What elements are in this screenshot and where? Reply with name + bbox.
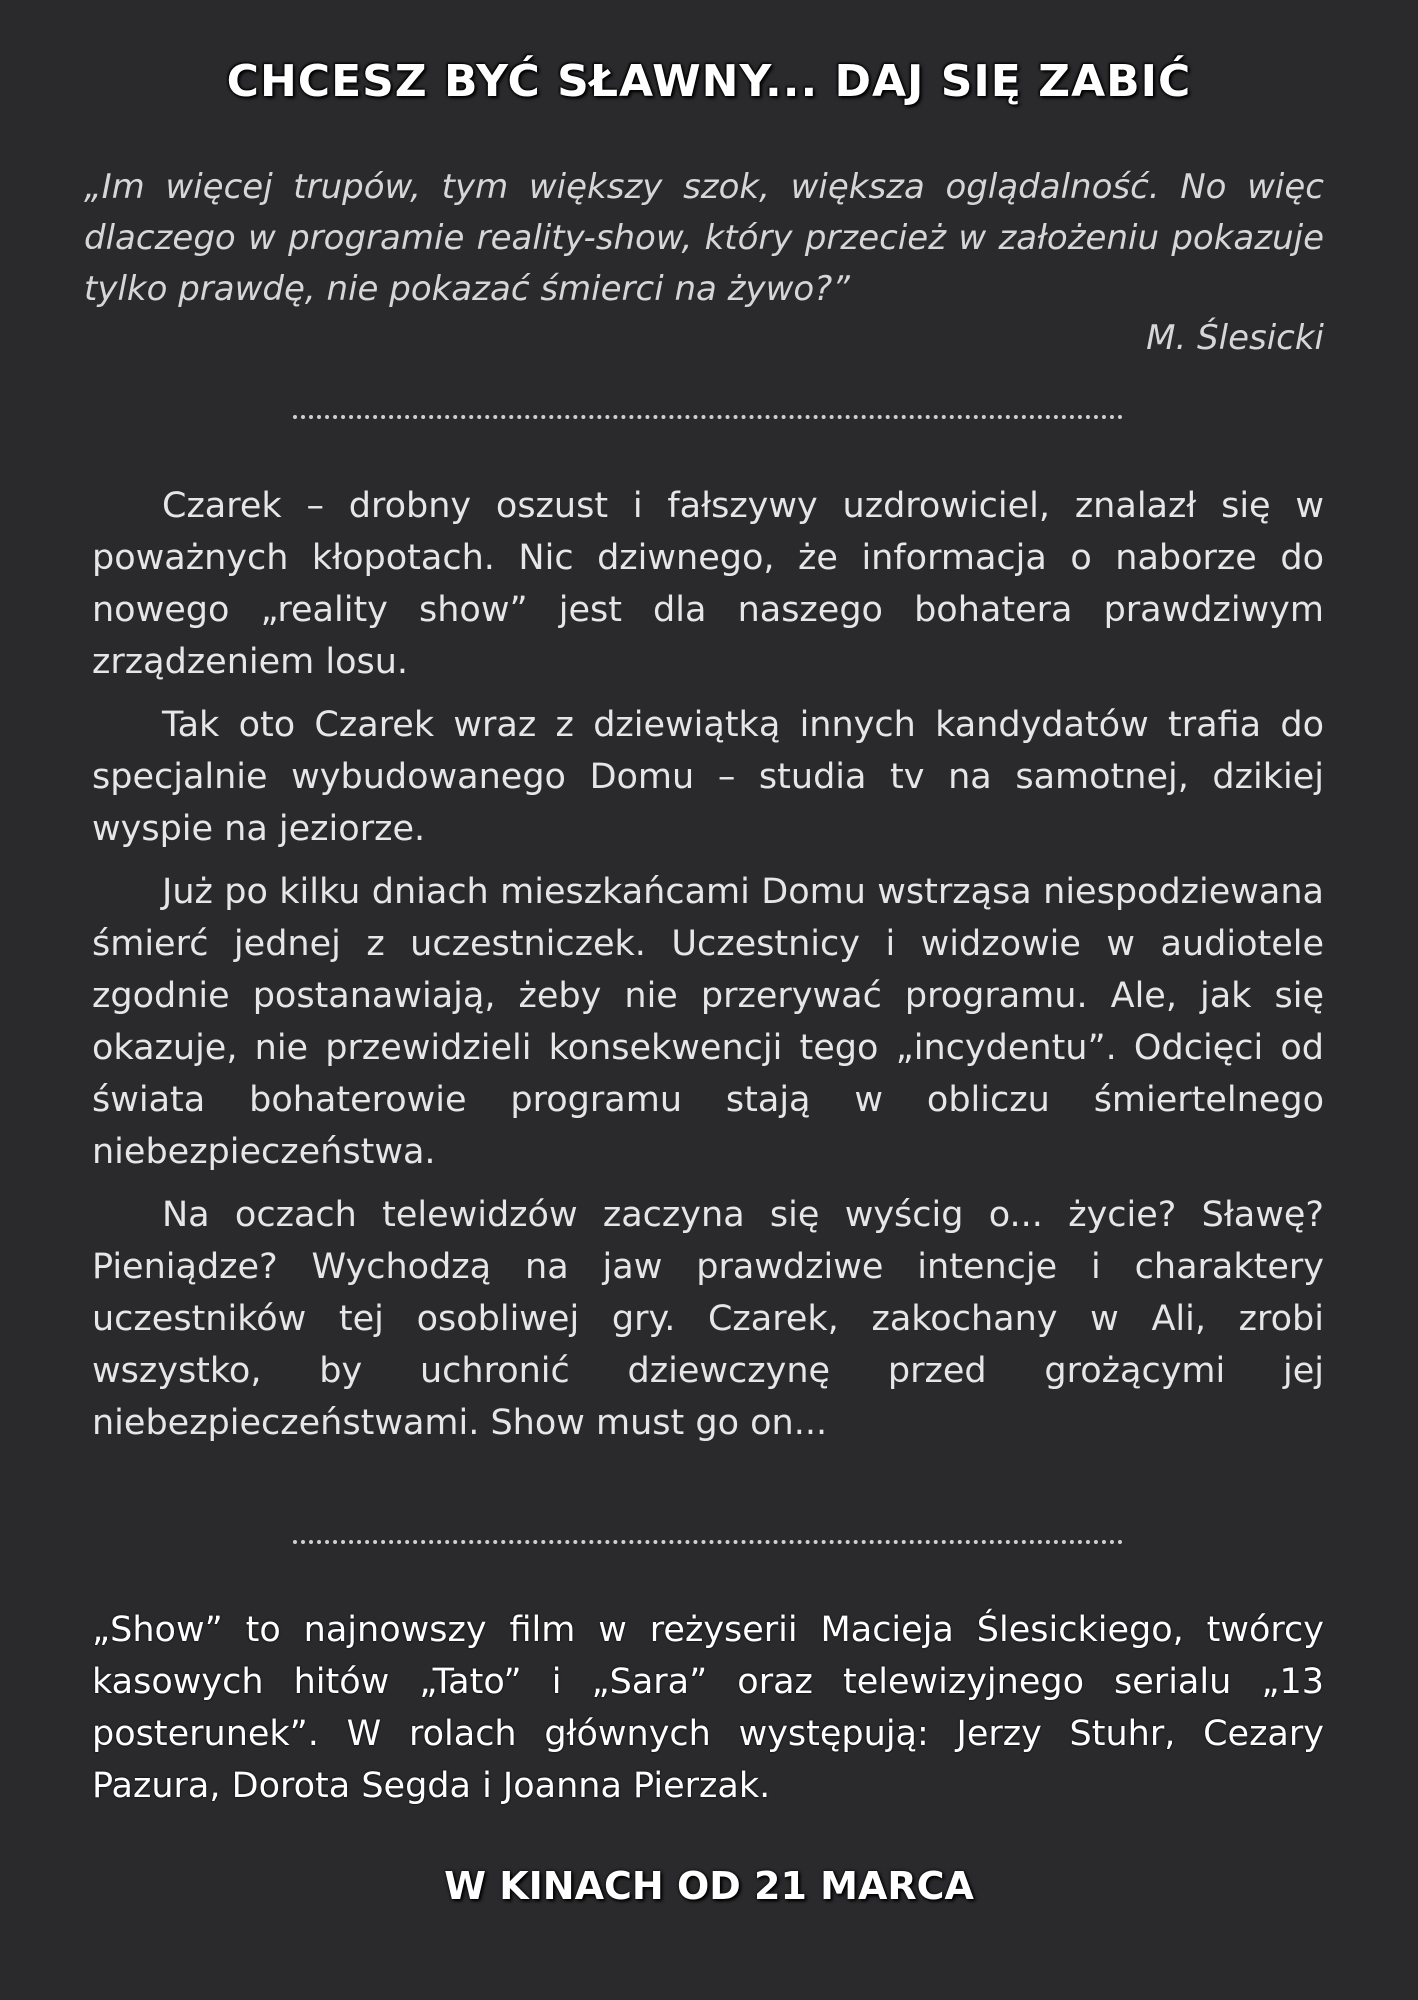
- synopsis-paragraph: Na oczach telewidzów zaczyna się wyścig o... życie? Sławę? Pieniądze? Wychodzą na jaw prawdziwe intencje i charaktery uczestników tej osobliwej gry. Czarek, zakochany w Ali, zrobi wszystko, by uchronić dziewczynę przed grożącymi jej niebezpieczeństwami. Show must go on...: [92, 1195, 1324, 1443]
- synopsis: [92, 480, 1324, 1460]
- quote-author: M. Ślesicki: [1146, 318, 1324, 358]
- quote-text: „Im więcej trupów, tym większy szok, większa oglądalność. No więc dlaczego w programie reality-show, który przecież w założeniu pokazuje tylko prawdę, nie pokazać śmierci na żywo?”: [84, 167, 1324, 309]
- synopsis-paragraph: Czarek – drobny oszust i fałszywy uzdrowiciel, znalazł się w poważnych kłopotach. Nic dziwnego, że informacja o naborze do nowego „reality show” jest dla naszego bohatera prawdziwym zrządzeniem losu.: [92, 486, 1324, 682]
- release-date: W KINACH OD 21 MARCA: [444, 1864, 974, 1908]
- synopsis-paragraph: Tak oto Czarek wraz z dziewiątką innych kandydatów trafia do specjalnie wybudowanego Domu – studia tv na samotnej, dzikiej wyspie na jeziorze.: [92, 705, 1324, 849]
- dotted-divider-bottom: [293, 1540, 1123, 1544]
- dotted-divider-top: [293, 415, 1123, 419]
- page-title: CHCESZ BYĆ SŁAWNY... DAJ SIĘ ZABIĆ: [226, 56, 1192, 107]
- synopsis-paragraph: Już po kilku dniach mieszkańcami Domu wstrząsa niespodziewana śmierć jednej z uczestniczek. Uczestnicy i widzowie w audiotele zgodnie postanawiają, żeby nie przerywać programu. Ale, jak się okazuje, nie przewidzieli konsekwencji tego „incydentu”. Odcięci od świata bohaterowie programu stają w obliczu śmiertelnego niebezpieczeństwa.: [92, 872, 1324, 1172]
- film-credits: „Show” to najnowszy film w reżyserii Macieja Ślesickiego, twórcy kasowych hitów „Tato” i „Sara” oraz telewizyjnego serialu „13 posterunek”. W rolach głównych występują: Jerzy Stuhr, Cezary Pazura, Dorota Segda i Joanna Pierzak.: [92, 1610, 1324, 1806]
